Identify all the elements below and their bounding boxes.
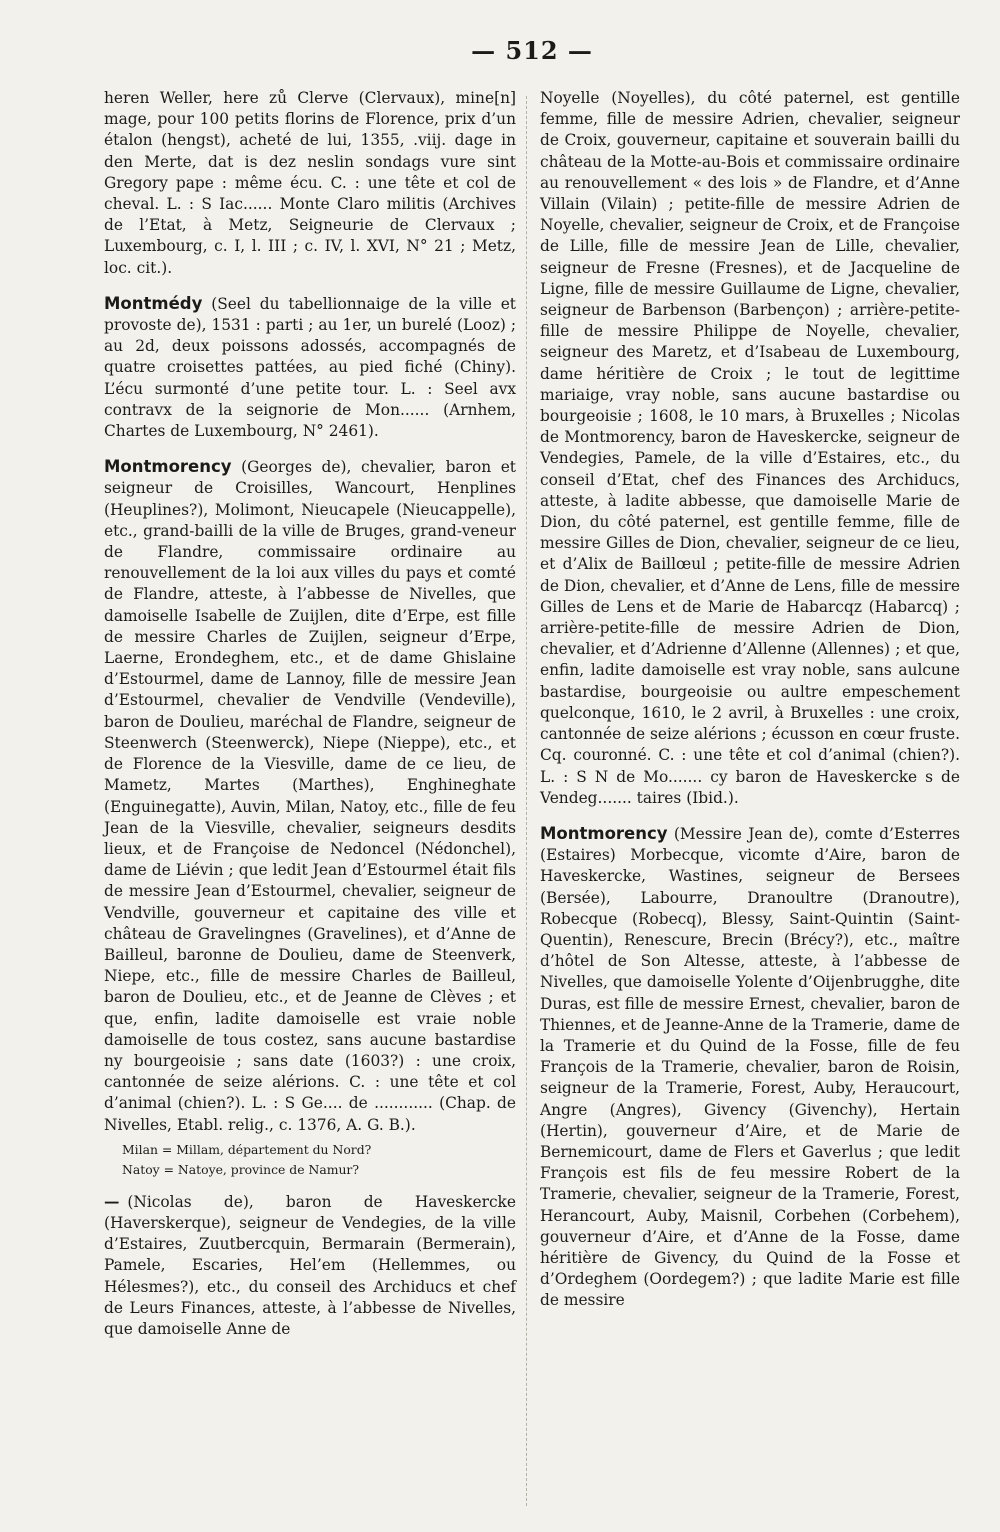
entry-headword: Montmédy bbox=[104, 293, 203, 313]
entry-text: (Georges de), chevalier, baron et seigneur de Croisilles, Wancourt, Henplines (Heuplines?), Molimont, Nieucapele (Nieucappelle), etc., grand-bailli de la ville de Bruges, grand-veneur de Flandre, commissaire ordinaire au renouvellement de la loi aux villes du pays et comté de Flandre, atteste, à l’abbesse de Nivelles, que damoiselle Isabelle de Zuijlen, dite d’Erpe, est fille de messire Charles de Zuijlen, seigneur d’Erpe, Laerne, Erondeghem, etc., et de dame Ghislaine d’Estourmel, dame de Lannoy, fille de messire Jean d’Estourmel, chevalier de Vendville (Vendeville), baron de Doulieu, maréchal de Flandre, seigneur de Steenwerch (Steenwerck), Niepe (Nieppe), etc., et de Florence de la Viesville, dame de ce lieu, de Mametz, Martes (Marthes), Enghineghate (Enguinegatte), Auvin, Milan, Natoy, etc., fille de feu Jean de la Viesville, chevalier, seigneurs desdits lieux, et de Françoise de Nedoncel (Nédonchel), dame de Liévin ; que ledit Jean d’Estourmel était fils de messire Jean d’Estourmel, chevalier, seigneur de Vendville, gouverneur et capitaine des ville et château de Gravelingnes (Gravelines), et d’Anne de Bailleul, baronne de Doulieu, dame de Steenverk, Niepe, etc., fille de messire Charles de Bailleul, baron de Doulieu, etc., et de Jeanne de Clèves ; et que, enfin, ladite damoiselle est vraie noble damoiselle de tous costez, sans aucune bastardise ny bourgeoisie ; sans date (1603?) : une croix, cantonnée de seize alérions. C. : une tête et col d’animal (chien?). L. : S Ge.... de ............ (Chap. de Nivelles, Etabl. relig., c. 1376, A. G. B.). bbox=[104, 458, 516, 1134]
entry-text: (Nicolas de), baron de Haveskercke (Haverskerque), seigneur de Vendegies, de la ville d’Estaires, Zuutbercquin, Bermarain (Bermerain), Pamele, Escaries, Hel’em (Hellemmes, ou Hélesmes?), etc., du conseil des Archiducs et chef de Leurs Finances, atteste, à l’abbesse de Nivelles, que damoiselle Anne de bbox=[104, 1192, 516, 1338]
column-divider bbox=[526, 96, 527, 1506]
entry-text: (Seel du tabellionnaige de la ville et provoste de), 1531 : parti ; au 1er, un burelé (Looz) ; au 2d, deux poissons adossés, accompagnés de quatre croisettes pattées, au pied fiché (Chiny). L’écu surmonté d’une petite tour. L. : Seel avx contravx de la seignorie de Mon...... (Arnhem, Chartes de Luxembourg, N° 2461). bbox=[104, 294, 516, 441]
footnote: Milan = Millam, département du Nord? bbox=[122, 1141, 372, 1157]
continued-entry-text: heren Weller, here zů Clerve (Clervaux), mine[n] mage, pour 100 petits florins de Florence, prix d’un étalon (hengst), acheté de lui, 1355, .viij. dage in den Merte, dat is dez neslin sondags vure sint Gregory pape : même écu. C. : une tête et col de cheval. L. : S Iac...... Monte Claro militis (Archives de l’Etat, à Metz, Seigneurie de Clervaux ; Luxembourg, c. I, l. III ; c. IV, l. XVI, N° 21 ; Metz, loc. cit.). bbox=[104, 89, 516, 277]
left-column bbox=[104, 88, 516, 1346]
entry-montmorency-nicolas bbox=[104, 1192, 516, 1340]
entry-montmorency-georges bbox=[104, 456, 516, 1136]
continued-entry-text: Noyelle (Noyelles), du côté paternel, est gentille femme, fille de messire Adrien, chevalier, seigneur de Croix, gouverneur, capitaine et souverain bailli du château de la Motte-au-Bois et commissaire ordinaire au renouvellement « des lois » de Flandre, et d’Anne Villain (Vilain) ; petite-fille de messire Adrien de Noyelle, chevalier, seigneur de Croix, et de Françoise de Lille, fille de messire Jean de Lille, chevalier, seigneur de Fresne (Fresnes), et de Jacqueline de Ligne, fille de messire Guillaume de Ligne, chevalier, seigneur de Barbenson (Barbençon) ; arrière-petite-fille de messire Philippe de Noyelle, chevalier, seigneur des Maretz, et d’Isabeau de Luxembourg, dame héritière de Croix ; le tout de legittime mariaige, vray noble, sans aucune bastardise ou bourgeoisie ; 1608, le 10 mars, à Bruxelles ; Nicolas de Montmorency, baron de Haveskercke, seigneur de Vendegies, Pamele, de la ville d’Estaires, etc., du conseil d’Etat, chef des Finances des Archiducs, atteste, à ladite abbesse, que damoiselle Marie de Dion, du côté paternel, est gentille femme, fille de messire Gilles de Dion, chevalier, seigneur de ce lieu, et d’Alix de Baillœul ; petite-fille de messire Adrien de Dion, chevalier, et d’Anne de Lens, fille de messire Gilles de Lens et de Marie de Habarcqz (Habarcq) ; arrière-petite-fille de messire Adrien de Dion, chevalier, et d’Adrienne d’Allenne (Allennes) ; et que, enfin, ladite damoiselle est vray noble, sans aulcune bastardise, bourgeoisie ou aultre empeschement quelconque, 1610, le 2 avril, à Bruxelles : une croix, cantonnée de seize alérions ; écusson en cœur fruste. Cq. couronné. C. : une tête et col d’animal (chien?). L. : S N de Mo....... cy baron de Haveskercke s de Vendeg....... taires (Ibid.). bbox=[540, 89, 960, 807]
page-number: — 512 — bbox=[471, 36, 593, 65]
footnote: Natoy = Natoye, province de Namur? bbox=[122, 1161, 360, 1177]
entry-montmorency-jean bbox=[540, 823, 960, 1312]
entry-headword: Montmorency bbox=[104, 457, 232, 477]
entry-montmedy bbox=[104, 293, 516, 442]
entry-headword: Montmorency bbox=[540, 823, 668, 843]
entry-dash: — bbox=[104, 1192, 120, 1211]
entry-text: (Messire Jean de), comte d’Esterres (Estaires) Morbecque, vicomte d’Aire, baron de Haveskercke, Wastines, seigneur de Bersees (Bersée), Labourre, Dranoultre (Dranoutre), Robecque (Robecq), Blessy, Saint-Quintin (Saint-Quentin), Renescure, Brecin (Brécy?), etc., maître d’hôtel de Son Altesse, atteste, à l’abbesse de Nivelles, que damoiselle Yolente d’Oijenbrugghe, dite Duras, est fille de messire Ernest, chevalier, baron de Thiennes, et de Jeanne-Anne de la Tramerie, dame de la Tramerie et du Quind de la Fosse, fille de feu François de la Tramerie, chevalier, baron de Roisin, seigneur de la Tramerie, Forest, Auby, Heraucourt, Angre (Angres), Givency (Givenchy), Hertain (Hertin), gouverneur d’Aire, et de Marie de Bernemicourt, dame de Flers et Gaverlus ; que ledit François est fils de feu messire Robert de la Tramerie, chevalier, seigneur de la Tramerie, Forest, Herancourt, Auby, Maisnil, Corbehen (Corbehem), gouverneur d’Aire, et d’Anne de la Fosse, dame héritière de Givency, du Quind de la Fosse et d’Ordeghem (Oordegem?) ; que ladite Marie est fille de messire bbox=[540, 824, 960, 1310]
right-column bbox=[540, 88, 960, 1318]
